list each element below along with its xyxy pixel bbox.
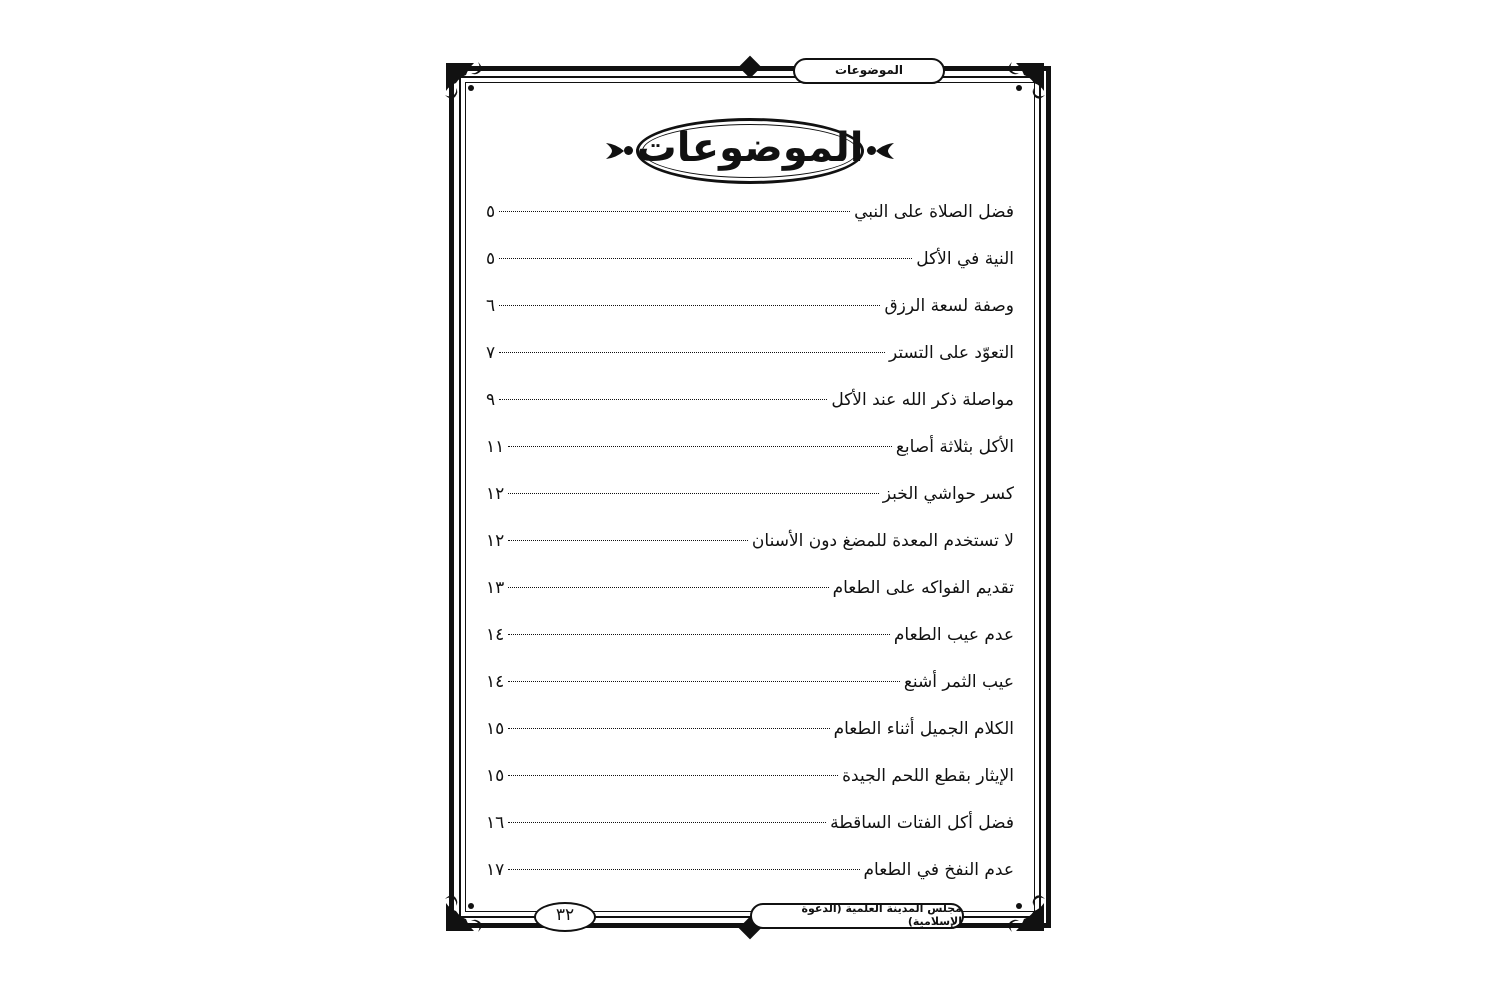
toc-entry-page: ٩ [486, 390, 496, 410]
toc-entry-page: ٥ [486, 249, 496, 269]
footer-imprint-tab [750, 903, 964, 929]
toc-leader-dots [499, 305, 880, 306]
toc-leader-dots [508, 728, 829, 729]
page-number-badge [534, 902, 596, 932]
page-title-cartouche [636, 118, 864, 184]
toc-entry-title: التعوّد على التستر [888, 343, 1014, 363]
toc-entry[interactable] [486, 484, 1014, 531]
toc-entry-page: ١٦ [486, 813, 505, 833]
toc-leader-dots [508, 681, 900, 682]
cartouche-flourish-left-icon [602, 142, 624, 160]
toc-entry-page: ١٤ [486, 672, 505, 692]
footer-imprint-text: مجلس المدينة العلمية (الدعوة الإسلامية) [801, 902, 962, 928]
table-of-contents [486, 202, 1014, 907]
toc-entry-title: كسر حواشي الخبز [882, 484, 1014, 504]
toc-entry[interactable] [486, 719, 1014, 766]
cartouche-flourish-right-icon [876, 142, 898, 160]
toc-entry[interactable] [486, 672, 1014, 719]
toc-entry-title: عيب الثمر أشنع [903, 672, 1014, 692]
toc-entry-page: ١٧ [486, 860, 505, 880]
toc-entry-title: وصفة لسعة الرزق [884, 296, 1014, 316]
toc-entry-title: لا تستخدم المعدة للمضغ دون الأسنان [751, 531, 1014, 551]
toc-entry-title: تقديم الفواكه على الطعام [832, 578, 1014, 598]
toc-entry-page: ١٥ [486, 766, 505, 786]
toc-leader-dots [499, 399, 827, 400]
corner-ornament-icon [444, 61, 502, 119]
corner-ornament-icon [988, 61, 1046, 119]
toc-entry-page: ١٥ [486, 719, 505, 739]
toc-entry-page: ١١ [486, 437, 505, 457]
toc-entry[interactable] [486, 249, 1014, 296]
toc-entry-page: ٥ [486, 202, 496, 222]
toc-entry[interactable] [486, 390, 1014, 437]
toc-leader-dots [499, 211, 850, 212]
toc-leader-dots [508, 869, 859, 870]
toc-entry-page: ١٢ [486, 531, 505, 551]
toc-leader-dots [508, 634, 890, 635]
toc-entry-page: ٧ [486, 343, 496, 363]
toc-entry[interactable] [486, 766, 1014, 813]
toc-entry-page: ١٣ [486, 578, 505, 598]
toc-entry-title: الإيثار بقطع اللحم الجيدة [842, 766, 1014, 786]
toc-entry-title: فضل أكل الفتات الساقطة [830, 813, 1014, 833]
toc-entry[interactable] [486, 625, 1014, 672]
toc-entry-title: عدم النفخ في الطعام [863, 860, 1014, 880]
toc-entry[interactable] [486, 531, 1014, 578]
toc-leader-dots [508, 540, 748, 541]
cartouche-dot-left-icon [624, 146, 633, 155]
toc-leader-dots [499, 258, 912, 259]
toc-entry[interactable] [486, 296, 1014, 343]
toc-leader-dots [508, 822, 826, 823]
toc-leader-dots [508, 446, 892, 447]
toc-entry-title: الكلام الجميل أثناء الطعام [833, 719, 1014, 739]
toc-entry-title: النية في الأكل [916, 249, 1014, 269]
running-head-text: الموضوعات [834, 63, 904, 77]
page-title: الموضوعات [636, 125, 864, 171]
toc-entry[interactable] [486, 343, 1014, 390]
toc-entry[interactable] [486, 437, 1014, 484]
toc-leader-dots [508, 493, 878, 494]
toc-entry-title: فضل الصلاة على النبي [854, 202, 1014, 222]
toc-entry-title: عدم عيب الطعام [893, 625, 1014, 645]
toc-entry-title: الأكل بثلاثة أصابع [895, 437, 1014, 457]
toc-entry[interactable] [486, 860, 1014, 907]
toc-entry[interactable] [486, 813, 1014, 860]
page-number: ٣٢ [555, 905, 575, 925]
toc-leader-dots [508, 587, 828, 588]
toc-entry-page: ١٢ [486, 484, 505, 504]
toc-entry-page: ١٤ [486, 625, 505, 645]
cartouche-dot-right-icon [867, 146, 876, 155]
toc-leader-dots [499, 352, 885, 353]
toc-leader-dots [508, 775, 838, 776]
toc-entry[interactable] [486, 202, 1014, 249]
toc-entry-title: مواصلة ذكر الله عند الأكل [831, 390, 1014, 410]
toc-entry-page: ٦ [486, 296, 496, 316]
running-head [793, 58, 945, 84]
toc-entry[interactable] [486, 578, 1014, 625]
